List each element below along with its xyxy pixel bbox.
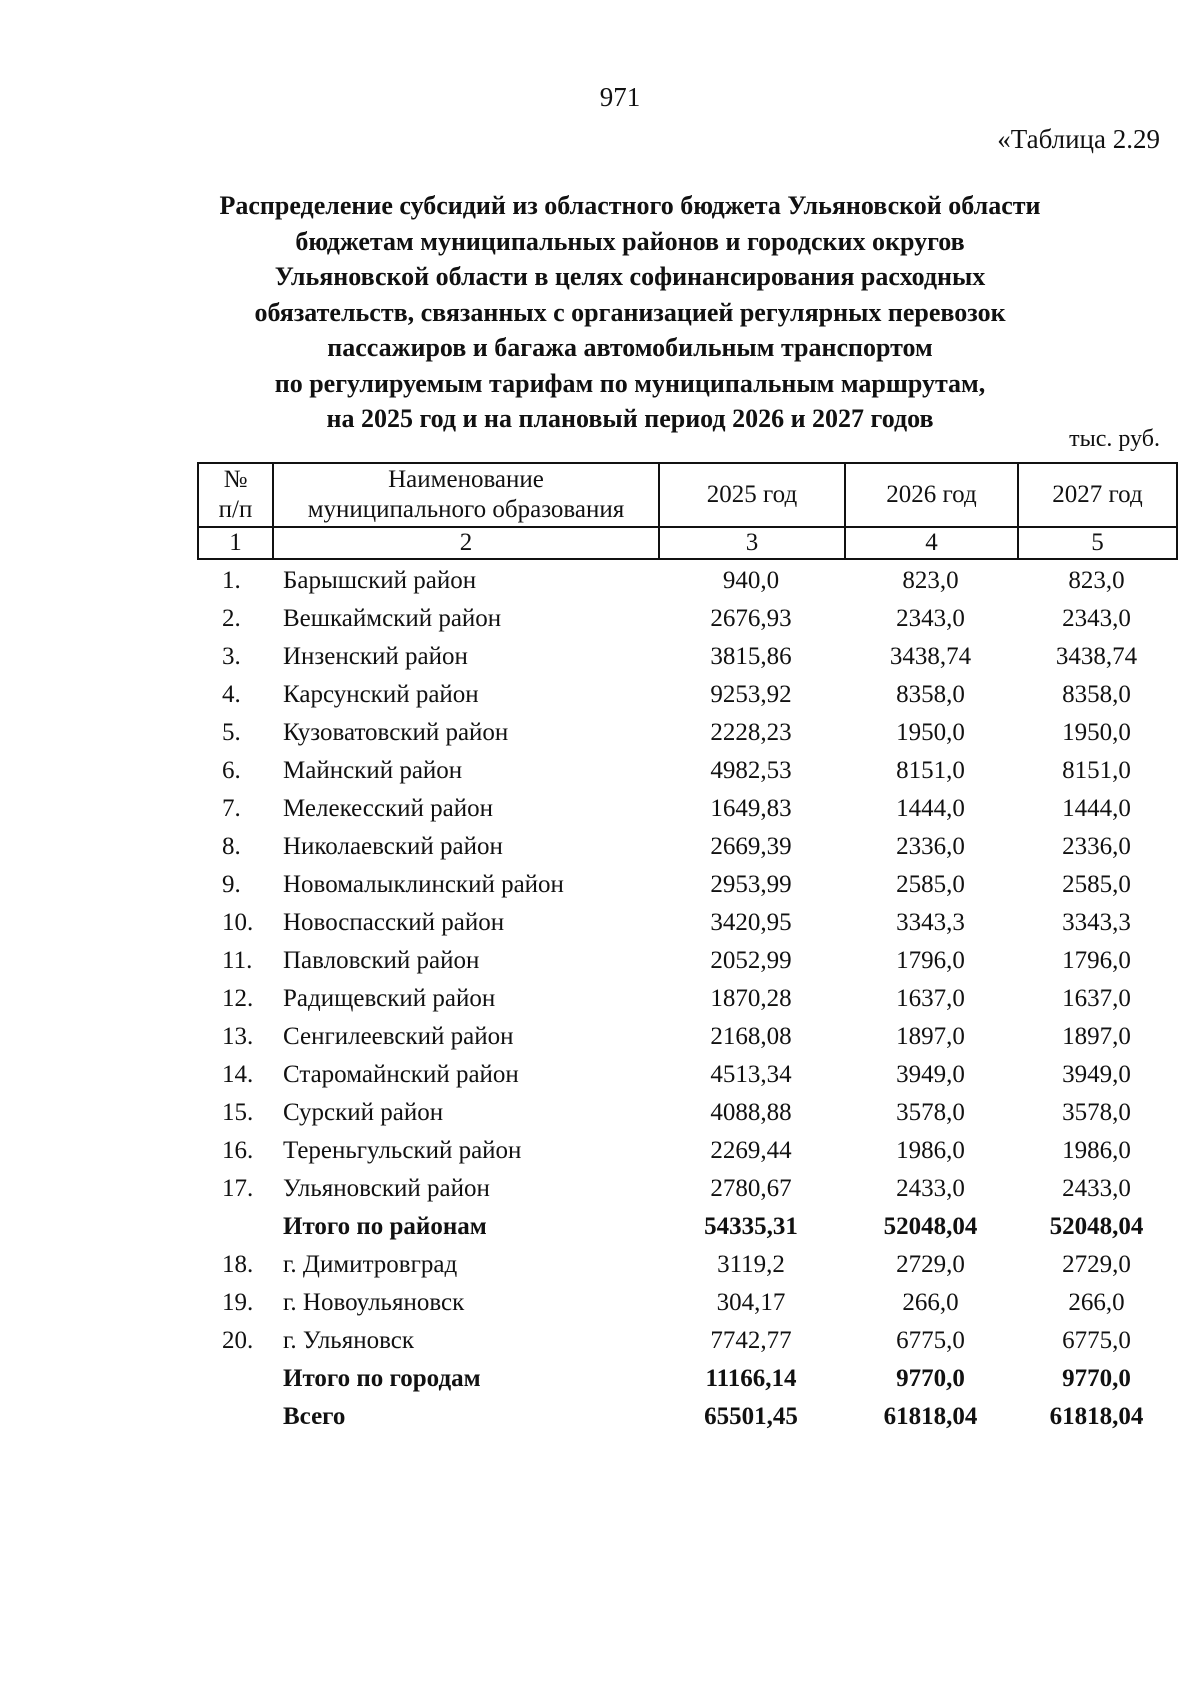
table-row <box>197 1170 1176 1208</box>
table-row <box>197 904 1176 942</box>
table-row <box>197 752 1176 790</box>
value-2027: 3949,0 <box>1062 1061 1131 1088</box>
row-number <box>197 1208 272 1246</box>
value-2027: 8151,0 <box>1062 757 1131 784</box>
value-2025: 3119,2 <box>717 1251 785 1278</box>
row-number: 15. <box>222 1099 254 1126</box>
value-2025: 2228,23 <box>710 719 792 746</box>
row-name: Мелекесский район <box>283 795 494 822</box>
value-2027: 1986,0 <box>1062 1137 1131 1164</box>
title-line: бюджетам муниципальных районов и городских округов <box>295 226 965 256</box>
title-line: Распределение субсидий из областного бюджета Ульяновской области <box>219 191 1041 220</box>
column-number: 5 <box>1018 527 1177 559</box>
value-2025: 7742,77 <box>710 1327 792 1354</box>
value-2027: 2729,0 <box>1062 1251 1131 1278</box>
value-2025: 1870,28 <box>710 985 792 1012</box>
page-number: 971 <box>599 82 641 112</box>
data-table <box>197 562 1176 1436</box>
row-name: Новоспасский район <box>283 909 505 936</box>
row-name: г. Новоульяновск <box>283 1289 465 1316</box>
value-2027: 61818,04 <box>1049 1403 1144 1430</box>
header-number-line1: № <box>223 466 248 493</box>
value-2025: 2052,99 <box>710 947 792 974</box>
value-2026: 2343,0 <box>896 605 965 632</box>
value-2027: 3578,0 <box>1062 1099 1131 1126</box>
row-number: 7. <box>222 795 241 822</box>
column-number-row <box>198 527 1177 559</box>
value-2026: 6775,0 <box>896 1327 965 1354</box>
column-number: 1 <box>198 527 273 559</box>
row-number: 14. <box>222 1061 254 1088</box>
table-header <box>197 462 1178 560</box>
value-2026: 266,0 <box>902 1289 959 1316</box>
title-line: по регулируемым тарифам по муниципальным маршрутам, <box>274 368 986 398</box>
table-row <box>197 562 1176 600</box>
row-number: 13. <box>222 1023 254 1050</box>
row-number <box>197 1360 272 1398</box>
value-2026: 3578,0 <box>896 1099 965 1126</box>
table-row <box>197 714 1176 752</box>
total-row <box>197 1360 1176 1398</box>
column-number: 3 <box>659 527 845 559</box>
value-2027: 2336,0 <box>1062 833 1131 860</box>
value-2027: 6775,0 <box>1062 1327 1131 1354</box>
table-row <box>197 1056 1176 1094</box>
header-number-line2: п/п <box>218 496 253 523</box>
table-row <box>197 866 1176 904</box>
column-number: 4 <box>845 527 1018 559</box>
value-2026: 823,0 <box>902 567 959 594</box>
units-label: тыс. руб. <box>1069 426 1160 452</box>
value-2025: 4513,34 <box>710 1061 792 1088</box>
row-name: Карсунский район <box>283 681 479 708</box>
value-2026: 2585,0 <box>896 871 965 898</box>
row-name: Инзенский район <box>283 643 468 670</box>
value-2026: 1796,0 <box>896 947 965 974</box>
value-2025: 2780,67 <box>710 1175 792 1202</box>
value-2026: 1986,0 <box>896 1137 965 1164</box>
value-2025: 1649,83 <box>710 795 792 822</box>
value-2025: 940,0 <box>722 567 780 594</box>
row-number: 18. <box>222 1251 254 1278</box>
value-2025: 2168,08 <box>710 1023 792 1050</box>
table-row <box>197 1284 1176 1322</box>
row-number: 6. <box>222 757 241 784</box>
value-2027: 1950,0 <box>1062 719 1131 746</box>
value-2025: 54335,31 <box>704 1213 798 1240</box>
value-2027: 266,0 <box>1068 1289 1125 1316</box>
table-row <box>197 1322 1176 1360</box>
value-2026: 1637,0 <box>896 985 965 1012</box>
value-2026: 52048,04 <box>883 1213 978 1240</box>
value-2027: 2433,0 <box>1062 1175 1131 1202</box>
value-2025: 4982,53 <box>710 757 792 784</box>
header-2026: 2026 год <box>845 463 1018 527</box>
row-name: г. Ульяновск <box>283 1327 414 1354</box>
value-2026: 1950,0 <box>896 719 965 746</box>
row-number: 4. <box>222 681 241 708</box>
row-number: 9. <box>222 871 241 898</box>
row-number: 16. <box>222 1137 254 1164</box>
header-name-line2: муниципального образования <box>307 496 625 523</box>
table-body <box>197 562 1176 1436</box>
row-name: Павловский район <box>283 947 480 974</box>
total-row <box>197 1208 1176 1246</box>
row-name: Новомалыклинский район <box>283 871 564 898</box>
row-name: Всего <box>283 1403 346 1430</box>
table-row <box>197 1132 1176 1170</box>
row-number: 2. <box>222 605 241 632</box>
row-name: Сенгилеевский район <box>283 1023 514 1050</box>
value-2026: 8151,0 <box>896 757 965 784</box>
table-row <box>197 942 1176 980</box>
value-2026: 61818,04 <box>883 1403 978 1430</box>
value-2025: 65501,45 <box>704 1403 798 1430</box>
table-row <box>197 980 1176 1018</box>
value-2025: 3815,86 <box>710 643 792 670</box>
value-2025: 3420,95 <box>710 909 792 936</box>
title-line: Ульяновской области в целях софинансирования расходных <box>274 262 986 291</box>
row-number: 17. <box>222 1175 254 1202</box>
value-2027: 1637,0 <box>1062 985 1131 1012</box>
value-2026: 3949,0 <box>896 1061 965 1088</box>
row-number: 12. <box>222 985 254 1012</box>
value-2027: 1796,0 <box>1062 947 1131 974</box>
row-number: 3. <box>222 643 241 670</box>
row-name: Тереньгульский район <box>283 1137 522 1164</box>
row-number: 19. <box>222 1289 254 1316</box>
row-name: Майнский район <box>283 757 463 784</box>
value-2025: 9253,92 <box>710 681 792 708</box>
value-2025: 2953,99 <box>710 871 792 898</box>
header-2025: 2025 год <box>659 463 845 527</box>
table-row <box>197 790 1176 828</box>
row-number: 8. <box>222 833 241 860</box>
title-line: на 2025 год и на плановый период 2026 и 2027 годов <box>326 404 934 433</box>
value-2025: 2269,44 <box>710 1137 792 1164</box>
row-name: Сурский район <box>283 1099 444 1126</box>
row-number <box>197 1398 272 1436</box>
value-2026: 1897,0 <box>896 1023 965 1050</box>
title-line: пассажиров и багажа автомобильным транспортом <box>327 333 933 362</box>
column-number: 2 <box>273 527 659 559</box>
value-2027: 9770,0 <box>1062 1365 1131 1392</box>
row-name: Старомайнский район <box>283 1061 519 1088</box>
table-reference: «Таблица 2.29 <box>997 124 1160 154</box>
row-name: Радищевский район <box>283 985 496 1012</box>
row-number: 10. <box>222 909 254 936</box>
value-2025: 11166,14 <box>705 1365 797 1392</box>
value-2027: 1444,0 <box>1062 795 1131 822</box>
value-2027: 52048,04 <box>1049 1213 1144 1240</box>
value-2025: 2676,93 <box>710 605 792 632</box>
row-name: Итого по городам <box>283 1365 481 1392</box>
header-row <box>198 463 1177 527</box>
document-title <box>180 188 1080 437</box>
value-2027: 2343,0 <box>1062 605 1131 632</box>
header-name-line1: Наименование <box>388 466 544 493</box>
table-row <box>197 1246 1176 1284</box>
row-name: г. Димитровград <box>283 1251 458 1278</box>
value-2026: 1444,0 <box>896 795 965 822</box>
value-2025: 2669,39 <box>710 833 792 860</box>
table-row <box>197 1094 1176 1132</box>
row-number: 11. <box>222 947 253 974</box>
header-name <box>273 463 659 527</box>
row-number: 20. <box>222 1327 254 1354</box>
title-line: обязательств, связанных с организацией регулярных перевозок <box>254 297 1006 327</box>
value-2027: 3438,74 <box>1055 643 1138 670</box>
total-row <box>197 1398 1176 1436</box>
row-number: 1. <box>222 567 241 594</box>
value-2027: 3343,3 <box>1062 909 1131 936</box>
header-2027: 2027 год <box>1018 463 1177 527</box>
value-2027: 1897,0 <box>1062 1023 1131 1050</box>
value-2026: 3438,74 <box>889 643 972 670</box>
row-name: Вешкаймский район <box>283 605 502 632</box>
value-2027: 2585,0 <box>1062 871 1131 898</box>
value-2026: 2729,0 <box>896 1251 965 1278</box>
table-row <box>197 676 1176 714</box>
table-row <box>197 1018 1176 1056</box>
row-name: Кузоватовский район <box>283 719 509 746</box>
value-2025: 304,17 <box>716 1289 786 1316</box>
value-2026: 2433,0 <box>896 1175 965 1202</box>
value-2025: 4088,88 <box>710 1099 792 1126</box>
value-2027: 8358,0 <box>1062 681 1131 708</box>
value-2026: 8358,0 <box>896 681 965 708</box>
table-row <box>197 828 1176 866</box>
table-row <box>197 638 1176 676</box>
row-name: Ульяновский район <box>283 1175 490 1202</box>
header-number <box>198 463 273 527</box>
row-name: Барышский район <box>283 567 477 594</box>
row-number: 5. <box>222 719 241 746</box>
value-2026: 2336,0 <box>896 833 965 860</box>
table-row <box>197 600 1176 638</box>
value-2026: 9770,0 <box>896 1365 965 1392</box>
value-2026: 3343,3 <box>896 909 965 936</box>
row-name: Итого по районам <box>283 1213 487 1240</box>
row-name: Николаевский район <box>283 833 503 860</box>
value-2027: 823,0 <box>1068 567 1125 594</box>
